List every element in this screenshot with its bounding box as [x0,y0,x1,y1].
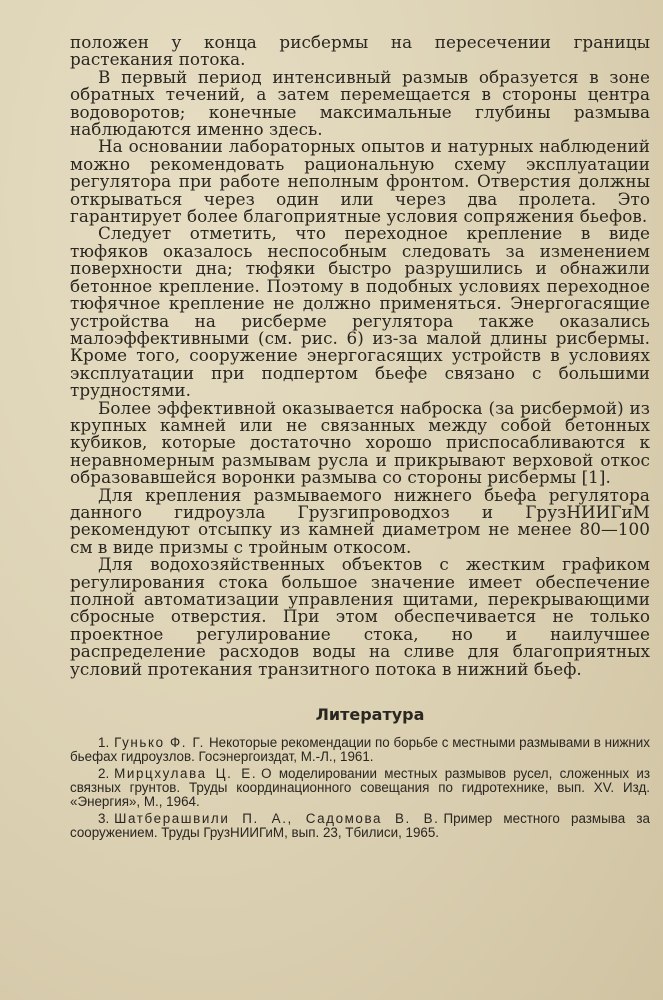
reference-number: 1. [98,735,110,751]
reference-text: Некоторые рекомендации по борьбе с местными размывами в нижних бьефах гидроузлов. Госэнергоиздат, М.-Л., 1961. [70,735,650,765]
paragraph-2: В первый период интенсивный размыв образуется в зоне обратных течений, а затем перемещается в стороны центра водоворотов; конечные максимальные глубины размыва наблюдаются именно здесь. [70,66,650,140]
references-list [70,736,650,840]
reference-number: 3. [98,810,110,826]
paragraph-7: Для водохозяйственных объектов с жестким графиком регулирования стока большое значение имеет обеспечение полной автоматизации управления щитами, перекрывающими сбросные отверстия. При этом обеспечивается не только проектное регулирование стока, но и наилучшее распределение расходов воды на сливе для благоприятных условий протекания транзитного потока в нижний бьеф. [70,554,650,679]
reference-text: Пример местного размыва за сооружением. Труды ГрузНИИГиМ, вып. 23, Тбилиси, 1965. [70,810,651,840]
paragraph-6: Для крепления размываемого нижнего бьефа регулятора данного гидроузла Грузгипроводхоз и ГрузНИИГиМ рекомендуют отсыпку из камней диаметром не менее 80—100 см в виде призмы с тройным откосом. [70,484,650,557]
paragraph-5: Более эффективной оказывается наброска (за рисбермой) из крупных камней или не связанных между собой бетонных кубиков, которые достаточно хорошо приспосабливаются к неравномерным размывам русла и прикрывают верховой откос образовавшейся воронки размыва со стороны рисбермы [1]. [70,397,650,488]
paragraph-1: положен у конца рисбермы на пересечении границы растекания потока. [70,32,650,70]
reference-item [70,767,650,810]
reference-author: Шатберашвили П. А., Садомова В. В. [114,810,440,826]
reference-text: О моделировании местных размывов русел, сложенных из связных грунтов. Труды координационного совещания по гидротехнике, вып. XV. Изд. «Энергия», М., 1964. [70,765,650,810]
reference-item [70,812,650,841]
reference-author: Мирцхулава Ц. Е. [114,765,258,781]
paragraph-4: Следует отметить, что переходное крепление в виде тюфяков оказалось неспособным следовать за изменением поверхности дна; тюфяки быстро разрушились и обнажили бетонное крепление. Поэтому в подобных условиях переходное тюфячное крепление не должно применяться. Энергогасящие устройства на рисберме регулятора также оказались малоэффективными (см. рис. 6) из-за малой длины рисбермы. Кроме того, сооружение энергогасящих устройств в условиях эксплуатации при подпертом бьефе связано с большими трудностями. [70,223,650,401]
references-heading: Литература [315,705,425,725]
reference-item [70,736,650,765]
reference-author: Гунько Ф. Г. [114,735,205,751]
paragraph-3: На основании лабораторных опытов и натурных наблюдений можно рекомендовать рациональную схему эксплуатации регулятора при работе неполным фронтом. Отверстия должны открываться через один или через два пролета. Это гарантирует более благоприятные условия сопряжения бьефов. [70,136,650,227]
reference-number: 2. [98,765,110,781]
page-content [70,34,650,842]
